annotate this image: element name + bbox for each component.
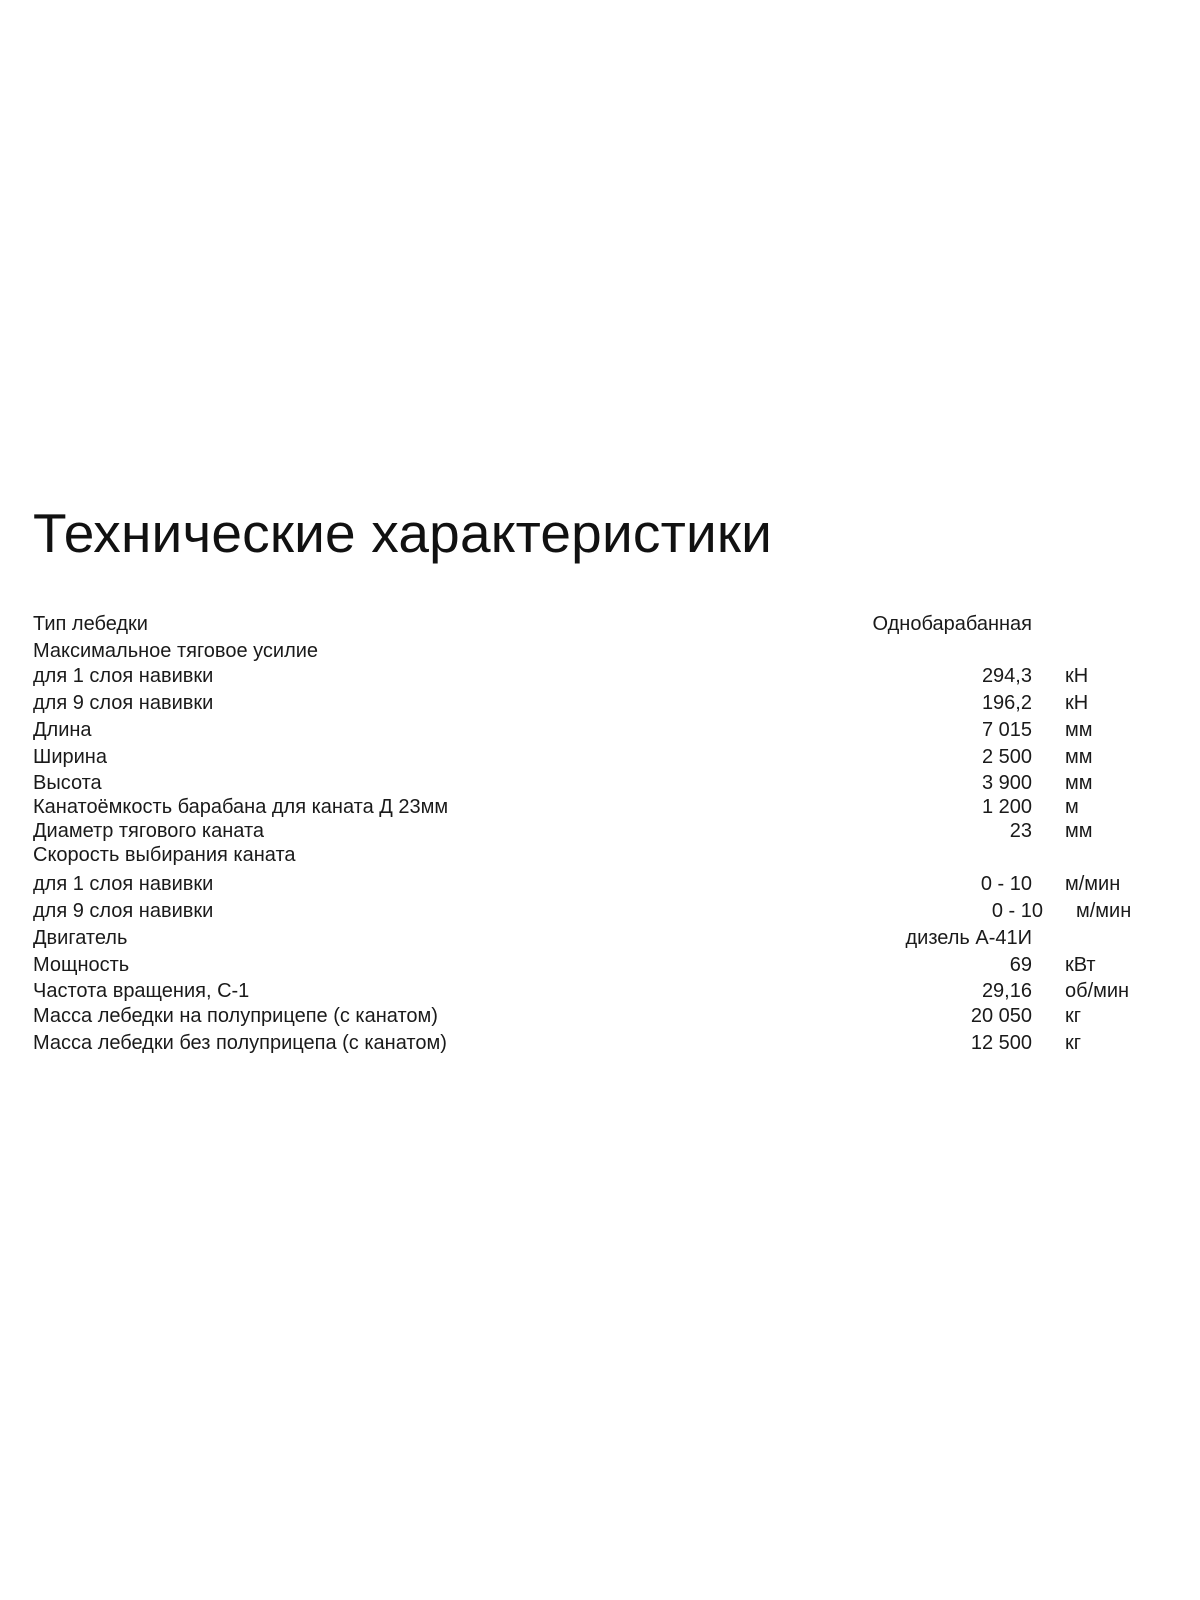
spec-unit: м/мин bbox=[1065, 873, 1121, 895]
spec-label: Частота вращения, С-1 bbox=[33, 980, 250, 1002]
spec-label: Масса лебедки без полуприцепа (с канатом) bbox=[33, 1032, 447, 1054]
spec-value: 3 900 bbox=[981, 772, 1032, 794]
spec-unit: мм bbox=[1065, 772, 1093, 794]
spec-value: 12 500 bbox=[970, 1032, 1032, 1054]
spec-label: Высота bbox=[33, 772, 102, 794]
spec-unit: мм bbox=[1065, 719, 1093, 741]
page-title: Технические характеристики bbox=[33, 502, 773, 564]
spec-label: Длина bbox=[33, 719, 92, 741]
spec-label: Тип лебедки bbox=[33, 613, 148, 635]
spec-unit: мм bbox=[1065, 820, 1093, 842]
spec-unit: кг bbox=[1065, 1032, 1082, 1054]
spec-label: Масса лебедки на полуприцепе (с канатом) bbox=[33, 1005, 438, 1027]
spec-label: для 9 слоя навивки bbox=[33, 900, 214, 922]
spec-unit: кг bbox=[1065, 1005, 1082, 1027]
spec-value: 23 bbox=[1009, 820, 1032, 842]
spec-value: 2 500 bbox=[981, 746, 1032, 768]
spec-row bbox=[33, 819, 1163, 843]
spec-unit: об/мин bbox=[1065, 980, 1130, 1002]
spec-unit: м bbox=[1065, 796, 1079, 818]
spec-unit: кН bbox=[1065, 665, 1089, 687]
spec-value: 1 200 bbox=[981, 796, 1032, 818]
spec-value: Однобарабанная bbox=[872, 613, 1032, 635]
spec-row bbox=[33, 898, 1163, 925]
spec-row bbox=[33, 611, 1163, 639]
spec-row bbox=[33, 744, 1163, 771]
spec-table bbox=[33, 611, 1163, 1057]
spec-value: 294,3 bbox=[981, 665, 1032, 687]
document bbox=[33, 500, 1163, 1057]
spec-label: для 1 слоя навивки bbox=[33, 873, 214, 895]
spec-row bbox=[33, 771, 1163, 795]
spec-value: 0 - 10 bbox=[991, 900, 1043, 922]
spec-row bbox=[33, 1030, 1163, 1057]
spec-label: Ширина bbox=[33, 746, 107, 768]
spec-value: 20 050 bbox=[970, 1005, 1032, 1027]
spec-unit: кН bbox=[1065, 692, 1089, 714]
spec-value: 69 bbox=[1009, 954, 1032, 976]
spec-row bbox=[33, 979, 1163, 1003]
spec-row bbox=[33, 843, 1163, 867]
spec-row bbox=[33, 717, 1163, 744]
spec-label: для 1 слоя навивки bbox=[33, 665, 214, 687]
spec-row bbox=[33, 871, 1163, 898]
spec-value: 196,2 bbox=[981, 692, 1032, 714]
spec-label: Скорость выбирания каната bbox=[33, 844, 296, 866]
spec-row bbox=[33, 925, 1163, 952]
spec-label: Максимальное тяговое усилие bbox=[33, 640, 319, 662]
spec-label: Двигатель bbox=[33, 927, 128, 949]
spec-value: 29,16 bbox=[981, 980, 1032, 1002]
spec-row bbox=[33, 795, 1163, 819]
spec-row bbox=[33, 663, 1163, 690]
spec-label: Мощность bbox=[33, 954, 130, 976]
spec-unit: кВт bbox=[1065, 954, 1096, 976]
spec-label: Диаметр тягового каната bbox=[33, 820, 265, 842]
spec-unit: мм bbox=[1065, 746, 1093, 768]
spec-label: для 9 слоя навивки bbox=[33, 692, 214, 714]
spec-label: Канатоёмкость барабана для каната Д 23мм bbox=[33, 796, 449, 818]
spec-row bbox=[33, 1003, 1163, 1030]
spec-value: дизель А-41И bbox=[905, 927, 1032, 949]
spec-row bbox=[33, 690, 1163, 717]
spec-value: 7 015 bbox=[981, 719, 1032, 741]
spec-row bbox=[33, 952, 1163, 979]
spec-row bbox=[33, 639, 1163, 663]
spec-value: 0 - 10 bbox=[980, 873, 1032, 895]
spec-unit: м/мин bbox=[1076, 900, 1132, 922]
